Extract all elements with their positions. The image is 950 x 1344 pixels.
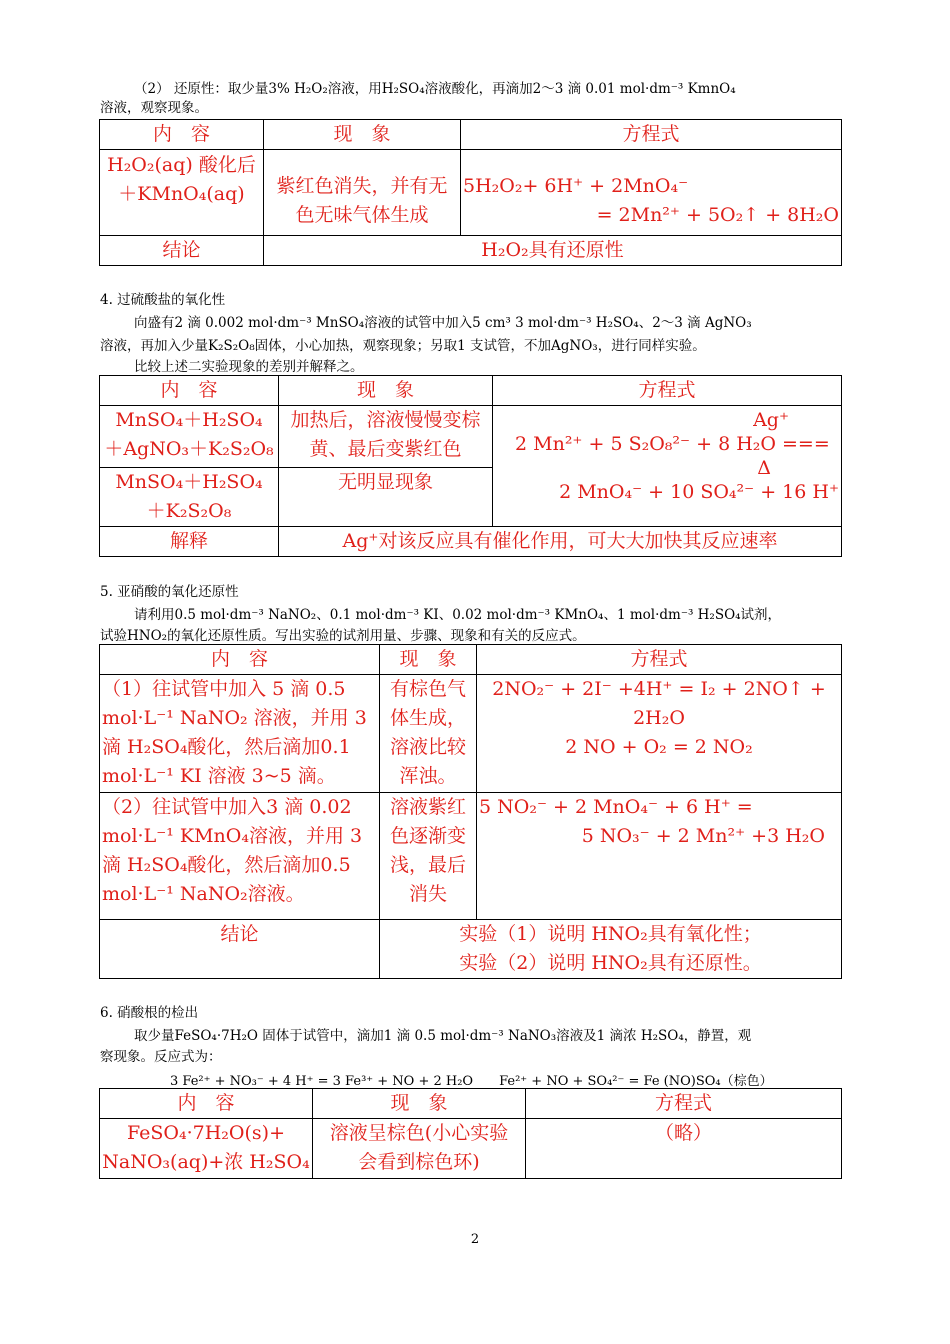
sec5-conclusion-l1: 实验（1）说明 HNO₂具有氧化性； (459, 923, 762, 945)
sec6-content (100, 1119, 313, 1179)
sec4-row1-phenomenon (279, 406, 493, 468)
sec5-line1: 请利用0.5 mol·dm⁻³ NaNO₂、0.1 mol·dm⁻³ KI、0.02 mol·dm⁻³ KMnO₄、1 mol·dm⁻³ H₂SO₄试剂， (134, 607, 782, 623)
header-phenomenon: 现 象 (264, 120, 461, 150)
sec5-row1-phenomenon (380, 675, 477, 793)
sec5-row2-content-l1: （2）往试管中加入3 滴 0.02 (102, 796, 352, 818)
header-equation: 方程式 (477, 645, 842, 675)
header-phenomenon: 现 象 (279, 376, 493, 406)
sec5-line2: 试验HNO₂的氧化还原性质。写出实验的试剂用量、步骤、现象和有关的反应式。 (100, 628, 586, 644)
sec5-row1-content-l2: mol·L⁻¹ NaNO₂ 溶液，并用 3 (102, 707, 367, 729)
header-phenomenon: 现 象 (313, 1089, 526, 1119)
sec4-row2-content (100, 468, 279, 527)
sec6-content-l2: NaNO₃(aq)+浓 H₂SO₄ (102, 1151, 310, 1173)
sec5-row2-content (100, 793, 380, 920)
reduction-intro-line2: 溶液，观察现象。 (100, 100, 208, 116)
sec4-eq-line2: 2 MnO₄⁻ + 10 SO₄²⁻ + 16 H⁺ (559, 481, 839, 503)
sec5-row1-phenomenon-l1: 有棕色气 (389, 678, 466, 700)
sec5-row1-content-l1: （1）往试管中加入 5 滴 0.5 (102, 678, 346, 700)
reduction-content-cell (100, 150, 264, 236)
sec6-reaction: 3 Fe²⁺ + NO₃⁻ + 4 H⁺ = 3 Fe³⁺ + NO + 2 H₂O Fe²⁺ + NO + SO₄²⁻ = Fe (NO)SO₄（棕色） (170, 1074, 773, 1089)
sec5-title: 5. 亚硝酸的氧化还原性 (100, 584, 239, 600)
reduction-equation-cell (461, 150, 842, 236)
header-content: 内 容 (100, 120, 264, 150)
sec5-row2-eq-l1: 5 NO₂⁻ + 2 MnO₄⁻ + 6 H⁺ = (479, 796, 753, 818)
sec4-explain-label: 解释 (100, 527, 279, 557)
sec5-row2-phenomenon (380, 793, 477, 920)
sec5-row2-content-l4: mol·L⁻¹ NaNO₂溶液。 (102, 883, 305, 905)
sec5-row1-equation (477, 675, 842, 793)
sec6-phenomenon (313, 1119, 526, 1179)
header-content: 内 容 (100, 376, 279, 406)
sec4-equation-cell (493, 406, 842, 527)
header-phenomenon: 现 象 (380, 645, 477, 675)
header-equation: 方程式 (493, 376, 842, 406)
sec5-row2-equation (477, 793, 842, 920)
sec4-row2-content-l2: ＋K₂S₂O₈ (146, 500, 232, 522)
sec5-table (99, 644, 842, 979)
sec4-line1: 向盛有2 滴 0.002 mol·dm⁻³ MnSO₄溶液的试管中加入5 cm³ 3 mol·dm⁻³ H₂SO₄、2～3 滴 AgNO₃ (134, 315, 752, 331)
sec5-row2-phenomenon-l3: 浅，最后 (389, 854, 466, 876)
reduction-conclusion-label: 结论 (100, 236, 264, 266)
reduction-phenomenon-cell (264, 150, 461, 236)
header-equation: 方程式 (526, 1089, 842, 1119)
sec6-phenomenon-l2: 会看到棕色环) (358, 1151, 480, 1173)
reduction-equation-l2: = 2Mn²⁺ + 5O₂↑ + 8H₂O (596, 204, 839, 226)
reduction-phenomenon-l1: 紫红色消失，并有无 (276, 175, 448, 197)
sec6-line2: 察现象。反应式为： (100, 1049, 222, 1065)
reduction-equation-l1: 5H₂O₂+ 6H⁺ + 2MnO₄⁻ (463, 175, 689, 197)
sec6-phenomenon-l1: 溶液呈棕色(小心实验 (329, 1122, 509, 1144)
sec5-row2-content-l3: 滴 H₂SO₄酸化，然后滴加0.5 (102, 854, 351, 876)
sec5-row1-phenomenon-l4: 浑浊。 (399, 765, 457, 787)
sec4-row1-content (100, 406, 279, 468)
sec6-table (99, 1088, 842, 1179)
sec5-row1-phenomenon-l3: 溶液比较 (389, 736, 466, 758)
sec6-title: 6. 硝酸根的检出 (100, 1005, 199, 1021)
sec5-row2-content-l2: mol·L⁻¹ KMnO₄溶液，并用 3 (102, 825, 363, 847)
sec4-eq-catalyst: Ag⁺ (753, 409, 789, 431)
sec4-row1-content-l1: MnSO₄＋H₂SO₄ (115, 409, 263, 431)
sec4-explain: Ag⁺对该反应具有催化作用，可大大加快其反应速率 (279, 527, 842, 557)
sec6-equation: （略） (526, 1119, 842, 1179)
sec4-row1-content-l2: ＋AgNO₃＋K₂S₂O₈ (104, 438, 274, 460)
reduction-content-l1: H₂O₂(aq) 酸化后 (107, 154, 256, 176)
header-content: 内 容 (100, 645, 380, 675)
reduction-table (99, 119, 842, 266)
sec4-row1-phenomenon-l2: 黄、最后变紫红色 (309, 438, 462, 460)
sec4-row2-content-l1: MnSO₄＋H₂SO₄ (115, 471, 263, 493)
sec4-eq-delta: Δ (757, 457, 771, 479)
reduction-phenomenon-l2: 色无味气体生成 (295, 204, 429, 226)
sec6-content-l1: FeSO₄·7H₂O(s)+ (127, 1122, 285, 1144)
sec5-row2-eq-l2: 5 NO₃⁻ + 2 Mn²⁺ +3 H₂O (581, 825, 825, 847)
sec5-row1-phenomenon-l2: 体生成， (389, 707, 466, 729)
sec4-line2: 溶液，再加入少量K₂S₂O₈固体，小心加热，观察现象；另取1 支试管，不加AgNO₃，进行同样实验。 (100, 338, 706, 354)
sec4-row1-phenomenon-l1: 加热后，溶液慢慢变棕 (290, 409, 481, 431)
sec5-row1-content (100, 675, 380, 793)
sec5-conclusion-l2: 实验（2）说明 HNO₂具有还原性。 (459, 952, 762, 974)
sec5-row2-phenomenon-l1: 溶液紫红 (389, 796, 466, 818)
sec4-row2-phenomenon: 无明显现象 (279, 468, 493, 527)
header-content: 内 容 (100, 1089, 313, 1119)
sec4-line3: 比较上述二实验现象的差别并解释之。 (134, 359, 364, 375)
page-number: 2 (470, 1232, 480, 1247)
sec5-row1-content-l3: 滴 H₂SO₄酸化，然后滴加0.1 (102, 736, 351, 758)
sec5-conclusion (380, 920, 842, 979)
sec5-row1-content-l4: mol·L⁻¹ KI 溶液 3~5 滴。 (102, 765, 336, 787)
header-equation: 方程式 (461, 120, 842, 150)
sec5-conclusion-label: 结论 (100, 920, 380, 979)
sec6-line1: 取少量FeSO₄·7H₂O 固体于试管中，滴加1 滴 0.5 mol·dm⁻³ NaNO₃溶液及1 滴浓 H₂SO₄，静置，观 (134, 1028, 752, 1044)
sec4-title: 4. 过硫酸盐的氧化性 (100, 292, 226, 308)
sec4-eq-line1: 2 Mn²⁺ + 5 S₂O₈²⁻ + 8 H₂O === (515, 433, 830, 455)
reduction-intro-line1: （2） 还原性：取少量3% H₂O₂溶液，用H₂SO₄溶液酸化，再滴加2～3 滴 0.01 mol·dm⁻³ KmnO₄ (134, 81, 736, 97)
sec5-row1-eq-l1: 2NO₂⁻ + 2I⁻ +4H⁺ = I₂ + 2NO↑ + 2H₂O (492, 678, 826, 729)
sec5-row2-phenomenon-l2: 色逐渐变 (389, 825, 466, 847)
reduction-conclusion: H₂O₂具有还原性 (264, 236, 842, 266)
reduction-content-l2: ＋KMnO₄(aq) (118, 183, 245, 205)
sec4-table (99, 375, 842, 557)
sec5-row2-phenomenon-l4: 消失 (408, 883, 447, 905)
sec5-row1-eq-l2: 2 NO + O₂ = 2 NO₂ (565, 736, 753, 758)
